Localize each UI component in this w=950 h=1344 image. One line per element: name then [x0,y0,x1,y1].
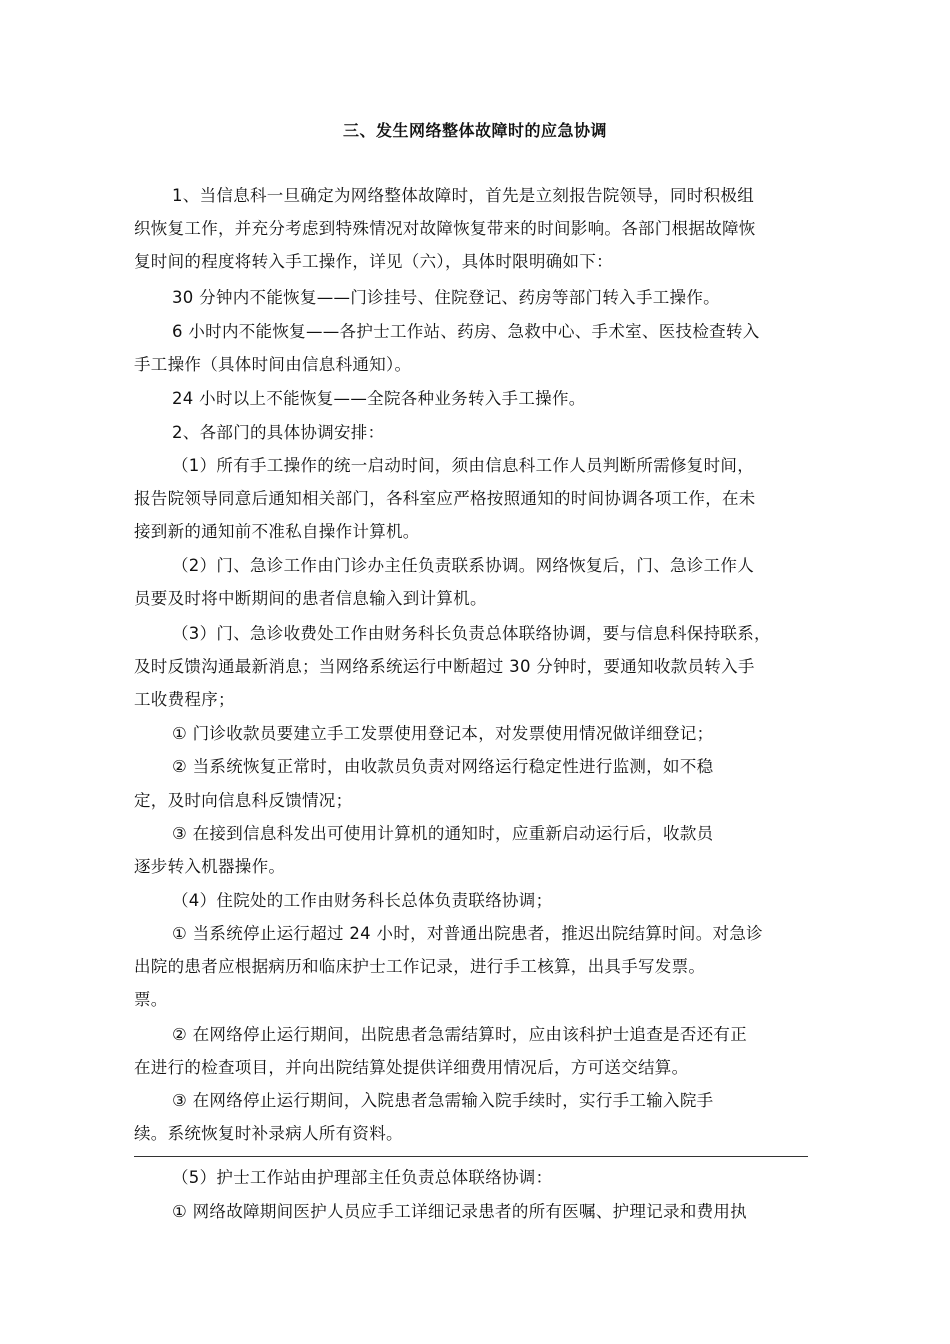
horizontal-rule [134,1156,808,1157]
paragraph-line: 织恢复工作，并充分考虑到特殊情况对故障恢复带来的时间影响。各部门根据故障恢 [134,219,756,238]
paragraph-line: 30 分钟内不能恢复——门诊挂号、住院登记、药房等部门转入手工操作。 [172,288,720,307]
paragraph-line: ① 网络故障期间医护人员应手工详细记录患者的所有医嘱、护理记录和费用执 [172,1202,748,1221]
paragraph-line: （4）住院处的工作由财务科长总体负责联络协调； [172,891,553,910]
paragraph-line: （1）所有手工操作的统一启动时间，须由信息科工作人员判断所需修复时间， [172,456,754,475]
paragraph-line: 续。系统恢复时补录病人所有资料。 [134,1124,403,1143]
paragraph-line: ① 门诊收款员要建立手工发票使用登记本，对发票使用情况做详细登记； [172,724,714,743]
paragraph-line: 票。 [134,990,168,1009]
paragraph-line: 出院的患者应根据病历和临床护士工作记录，进行手工核算，出具手写发票。 [134,957,706,976]
paragraph-line: 手工操作（具体时间由信息科通知）。 [134,355,412,374]
paragraph-line: 1、当信息科一旦确定为网络整体故障时，首先是立刻报告院领导，同时积极组 [172,186,754,205]
paragraph-line: 6 小时内不能恢复——各护士工作站、药房、急救中心、手术室、医技检查转入 [172,322,760,341]
paragraph-line: ② 当系统恢复正常时，由收款员负责对网络运行稳定性进行监测，如不稳 [172,757,714,776]
paragraph-line: （3）门、急诊收费处工作由财务科长负责总体联络协调，要与信息科保持联系， [172,624,771,643]
paragraph-line: （2）门、急诊工作由门诊办主任负责联系协调。网络恢复后，门、急诊工作人 [172,556,754,575]
paragraph-line: ② 在网络停止运行期间，出院患者急需结算时，应由该科护士追查是否还有正 [172,1025,748,1044]
paragraph-line: （5）护士工作站由护理部主任负责总体联络协调： [172,1168,553,1187]
paragraph-line: 24 小时以上不能恢复——全院各种业务转入手工操作。 [172,389,586,408]
paragraph-line: 逐步转入机器操作。 [134,857,286,876]
paragraph-line: 在进行的检查项目，并向出院结算处提供详细费用情况后，方可送交结算。 [134,1058,689,1077]
paragraph-line: ③ 在网络停止运行期间，入院患者急需输入院手续时，实行手工输入院手 [172,1091,714,1110]
paragraph-line: 报告院领导同意后通知相关部门，各科室应严格按照通知的时间协调各项工作，在未 [134,489,756,508]
section-title: 三、发生网络整体故障时的应急协调 [342,121,607,140]
paragraph-line: 接到新的通知前不准私自操作计算机。 [134,522,420,541]
paragraph-line: 复时间的程度将转入手工操作，详见（六），具体时限明确如下： [134,252,613,271]
paragraph-line: 定，及时向信息科反馈情况； [134,791,353,810]
paragraph-line: 工收费程序； [134,690,235,709]
paragraph-line: 2、各部门的具体协调安排： [172,423,385,442]
paragraph-line: 及时反馈沟通最新消息；当网络系统运行中断超过 30 分钟时，要通知收款员转入手 [134,657,755,676]
paragraph-line: 员要及时将中断期间的患者信息输入到计算机。 [134,589,487,608]
paragraph-line: ① 当系统停止运行超过 24 小时，对普通出院患者，推迟出院结算时间。对急诊 [172,924,763,943]
paragraph-line: ③ 在接到信息科发出可使用计算机的通知时，应重新启动运行后，收款员 [172,824,714,843]
